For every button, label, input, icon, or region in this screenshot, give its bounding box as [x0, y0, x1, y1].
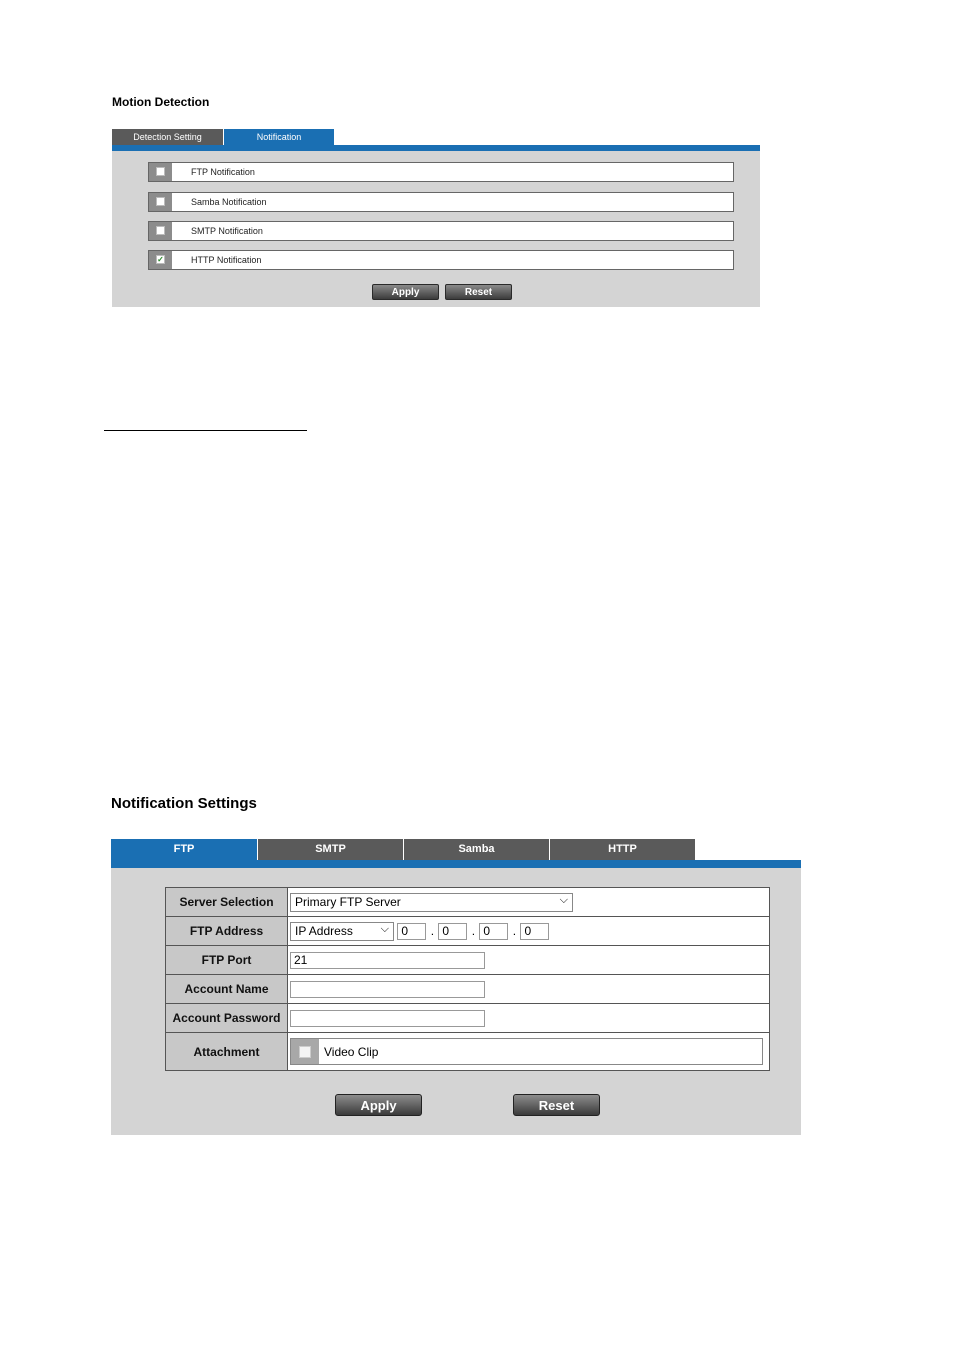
- ftp-port-input[interactable]: [290, 952, 485, 969]
- reset-button[interactable]: Reset: [513, 1094, 600, 1116]
- server-selection-dropdown[interactable]: [290, 893, 573, 912]
- ftp-port-cell: [288, 946, 770, 975]
- tab-notification[interactable]: Notification: [224, 129, 334, 145]
- account-name-cell: [288, 975, 770, 1004]
- account-password-label: Account Password: [166, 1004, 288, 1033]
- chevron-down-icon: ⌵: [380, 922, 389, 935]
- ip-octet-3-input[interactable]: [479, 923, 508, 940]
- account-name-row: [166, 975, 770, 1004]
- account-password-cell: [288, 1004, 770, 1033]
- apply-button[interactable]: Apply: [335, 1094, 422, 1116]
- tab-ftp[interactable]: FTP: [111, 839, 257, 860]
- ftp-port-label: FTP Port: [166, 946, 288, 975]
- divider-line: [104, 430, 307, 431]
- ftp-address-label: FTP Address: [166, 917, 288, 946]
- http-notification-label: HTTP Notification: [191, 255, 262, 265]
- attachment-cell: [288, 1033, 770, 1071]
- server-selection-label: Server Selection: [166, 888, 288, 917]
- address-type-value: IP Address: [295, 923, 353, 938]
- notification-settings-panel: [111, 868, 801, 1135]
- ftp-notification-row: [148, 162, 734, 182]
- attachment-row: [166, 1033, 770, 1071]
- ip-dot: .: [471, 924, 476, 938]
- attachment-label: Attachment: [166, 1033, 288, 1071]
- ip-octet-2-input[interactable]: [438, 923, 467, 940]
- ftp-port-row: [166, 946, 770, 975]
- http-notification-row: [148, 250, 734, 270]
- account-name-label: Account Name: [166, 975, 288, 1004]
- apply-button[interactable]: Apply: [372, 284, 439, 300]
- checkbox-cell: [291, 1039, 319, 1064]
- server-selection-row: [166, 888, 770, 917]
- server-selection-value: Primary FTP Server: [295, 894, 401, 909]
- smtp-notification-checkbox[interactable]: [156, 226, 165, 235]
- video-clip-label: Video Clip: [324, 1045, 379, 1059]
- account-name-input[interactable]: [290, 981, 485, 998]
- ftp-address-row: [166, 917, 770, 946]
- ftp-notification-label: FTP Notification: [191, 167, 255, 177]
- ftp-settings-table: [165, 887, 770, 1071]
- tab-detection-setting[interactable]: Detection Setting: [112, 129, 223, 145]
- ip-dot: .: [430, 924, 435, 938]
- samba-notification-label: Samba Notification: [191, 197, 267, 207]
- ip-octet-1-input[interactable]: [397, 923, 426, 940]
- samba-notification-row: [148, 192, 734, 212]
- server-selection-cell: [288, 888, 770, 917]
- checkbox-cell: [149, 222, 172, 240]
- tab-smtp[interactable]: SMTP: [258, 839, 403, 860]
- checkbox-cell: [149, 193, 172, 211]
- motion-detection-title: Motion Detection: [112, 95, 210, 109]
- checkbox-cell: [149, 163, 172, 181]
- account-password-row: [166, 1004, 770, 1033]
- motion-detection-tabs: [112, 129, 760, 151]
- address-type-dropdown[interactable]: [290, 922, 394, 941]
- tab-samba[interactable]: Samba: [404, 839, 549, 860]
- smtp-notification-row: [148, 221, 734, 241]
- checkbox-cell: [149, 251, 172, 269]
- ftp-address-cell: [288, 917, 770, 946]
- ip-octet-4-input[interactable]: [520, 923, 549, 940]
- tab-http[interactable]: HTTP: [550, 839, 695, 860]
- tab-underline-bar: [111, 860, 801, 868]
- smtp-notification-label: SMTP Notification: [191, 226, 263, 236]
- motion-detection-panel: [112, 151, 760, 307]
- check-mark-icon: ✓: [157, 255, 164, 264]
- notification-settings-tabs: [111, 839, 801, 868]
- chevron-down-icon: ⌵: [559, 893, 568, 906]
- ip-dot: .: [512, 924, 517, 938]
- account-password-input[interactable]: [290, 1010, 485, 1027]
- notification-settings-title: Notification Settings: [111, 795, 257, 812]
- reset-button[interactable]: Reset: [445, 284, 512, 300]
- samba-notification-checkbox[interactable]: [156, 197, 165, 206]
- http-notification-checkbox[interactable]: [156, 255, 165, 264]
- ftp-notification-checkbox[interactable]: [156, 167, 165, 176]
- attachment-box: [290, 1038, 763, 1065]
- video-clip-checkbox[interactable]: [299, 1046, 311, 1058]
